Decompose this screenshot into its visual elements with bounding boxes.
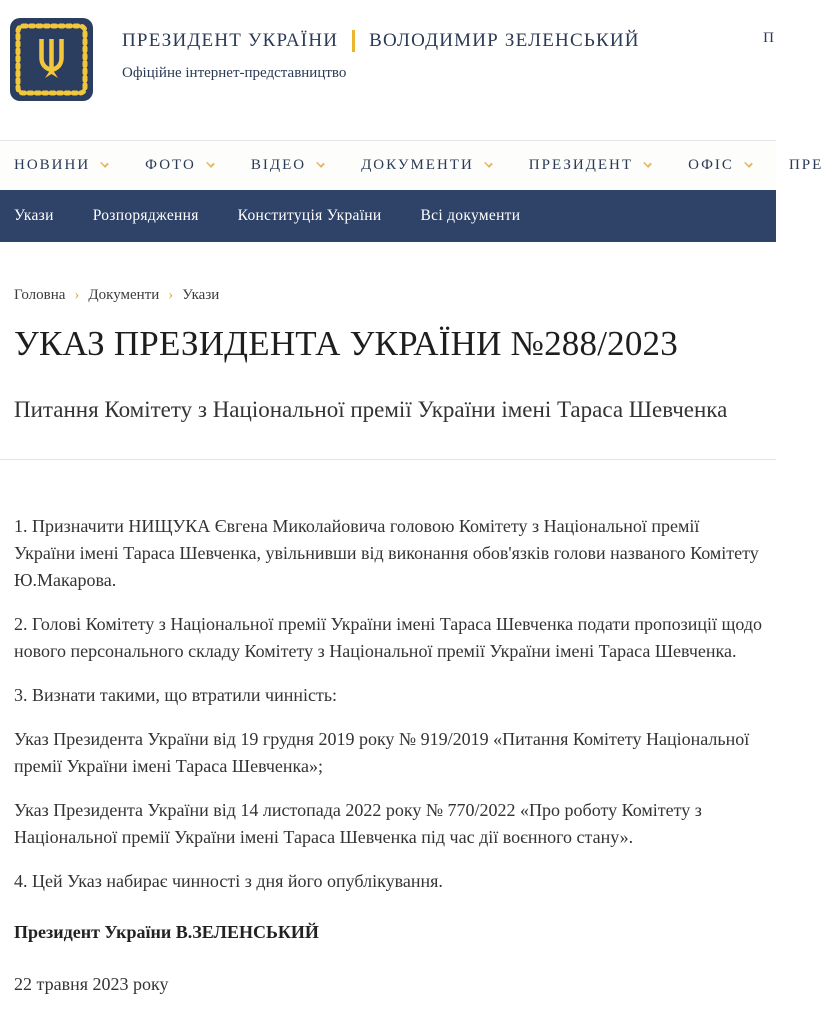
nav-item-label: ВІДЕО: [250, 157, 307, 173]
breadcrumb: [14, 287, 764, 304]
decree-title: УКАЗ ПРЕЗИДЕНТА УКРАЇНИ №288/2023: [14, 324, 678, 363]
decree-signature: Президент України В.ЗЕЛЕНСЬКИЙ: [14, 921, 319, 942]
breadcrumb-decrees[interactable]: Укази: [182, 287, 220, 303]
nav-item-label: ПРЕЗИДЕНТ: [528, 157, 634, 173]
decree-body: [14, 513, 764, 998]
chevron-down-icon: [100, 159, 109, 168]
nav-item-photo[interactable]: [145, 157, 214, 174]
content: [0, 287, 776, 998]
header-text: [122, 18, 640, 82]
main-nav: [0, 140, 823, 190]
nav-item-office[interactable]: [688, 157, 752, 174]
nav-item-president[interactable]: [529, 157, 651, 174]
nav-item-documents[interactable]: [361, 157, 492, 174]
subnav-item-all-documents[interactable]: Всі документи: [420, 207, 521, 224]
chevron-down-icon: [643, 159, 652, 168]
decree-paragraph: Указ Президента України від 14 листопада 2022 року № 770/2022 «Про роботу Комітету з Національної премії України імені Тараса Шевченка під час дії воєнного стану».: [14, 799, 702, 847]
coat-of-arms-logo[interactable]: [10, 18, 93, 101]
breadcrumb-documents[interactable]: Документи: [88, 287, 160, 303]
content-divider: [0, 459, 776, 460]
subnav-item-decrees[interactable]: Укази: [14, 207, 54, 224]
trident-icon: [10, 18, 93, 101]
decree-paragraph: 3. Визнати такими, що втратили чинність:: [14, 684, 338, 705]
chevron-down-icon: [206, 159, 215, 168]
header-title-row: [122, 30, 640, 52]
site-header: [0, 0, 776, 140]
decree-paragraph: 2. Голові Комітету з Національної премії України імені Тараса Шевченка подати пропозиції щодо нового персонального складу Комітету з Національної премії України імені Тараса Шевченка.: [14, 613, 763, 661]
nav-item-news[interactable]: [14, 157, 108, 174]
nav-item-label: ДОКУМЕНТИ: [361, 157, 474, 173]
nav-item-label: ПРЕ: [788, 157, 823, 173]
site-subtitle: Офіційне інтернет-представництво: [122, 65, 347, 81]
site-title[interactable]: ПРЕЗИДЕНТ УКРАЇНИ: [122, 30, 339, 51]
nav-item-label: ОФІС: [688, 157, 734, 173]
decree-paragraph: Указ Президента України від 19 грудня 2019 року № 919/2019 «Питання Комітету Національної премії України імені Тараса Шевченка»;: [14, 728, 750, 776]
decree-date: 22 травня 2023 року: [14, 973, 169, 994]
chevron-down-icon: [744, 159, 753, 168]
nav-item-press-cutoff[interactable]: [789, 157, 823, 174]
breadcrumb-separator-icon: ›: [74, 287, 80, 303]
subnav-item-constitution[interactable]: Конституція України: [237, 207, 382, 224]
header-top-right-cutoff-link[interactable]: П: [763, 30, 775, 46]
subnav-item-orders[interactable]: Розпорядження: [92, 207, 199, 224]
nav-item-label: НОВИНИ: [14, 157, 91, 173]
documents-subnav: [0, 190, 776, 242]
decree-subtitle: Питання Комітету з Національної премії України імені Тараса Шевченка: [14, 397, 728, 422]
breadcrumb-home[interactable]: Головна: [14, 287, 66, 303]
decree-paragraph: 1. Призначити НИЩУКА Євгена Миколайовича головою Комітету з Національної премії України імені Тараса Шевченка, увільнивши від виконання обов'язків голови названого Комітету Ю.Макарова.: [14, 515, 759, 590]
breadcrumb-separator-icon: ›: [168, 287, 174, 303]
site-owner-name[interactable]: ВОЛОДИМИР ЗЕЛЕНСЬКИЙ: [369, 30, 640, 51]
header-gold-divider: [352, 30, 355, 52]
chevron-down-icon: [316, 159, 325, 168]
nav-item-label: ФОТО: [145, 157, 196, 173]
decree-paragraph: 4. Цей Указ набирає чинності з дня його опублікування.: [14, 870, 443, 891]
chevron-down-icon: [484, 159, 493, 168]
nav-item-video[interactable]: [251, 157, 324, 174]
